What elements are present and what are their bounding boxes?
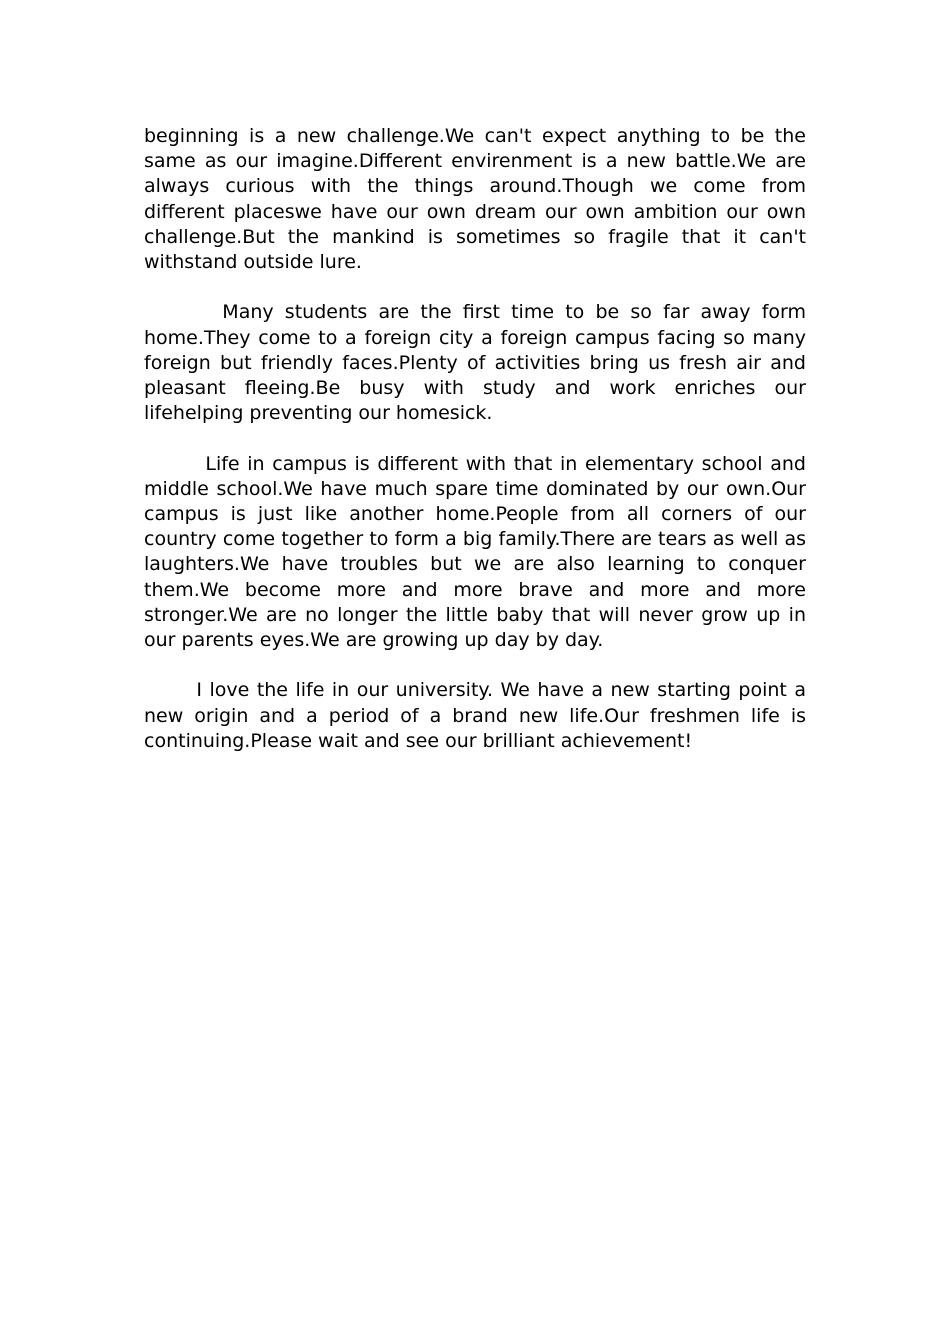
- paragraph-3: Life in campus is different with that in elementary school and middle school.We have much spare time dominated by our own.Our campus is just like another home.People from all corners of our country come together to form a big family.There are tears as well as laughters.We have troubles but we are also learning to conquer them.We become more and more brave and more and more stronger.We are no longer the little baby that will never grow up in our parents eyes.We are growing up day by day.: [144, 452, 813, 652]
- paragraph-1: beginning is a new challenge.We can't expect anything to be the same as our imagine.Different envirenment is a new battle.We are always curious with the things around.Though we come from different placeswe have our own dream our own ambition our own challenge.But the mankind is sometimes so fragile that it can't withstand outside lure.: [144, 125, 813, 274]
- paragraph-2: Many students are the first time to be so far away form home.They come to a foreign city a foreign campus facing so many foreign but friendly faces.Plenty of activities bring us fresh air and pleasant fleeing.Be busy with study and work enriches our lifehelping preventing our homesick.: [144, 301, 813, 425]
- paragraph-4: I love the life in our university. We have a new starting point a new origin and a period of a brand new life.Our freshmen life is continuing.Please wait and see our brilliant achievement!: [144, 679, 813, 752]
- document-body: [144, 124, 813, 754]
